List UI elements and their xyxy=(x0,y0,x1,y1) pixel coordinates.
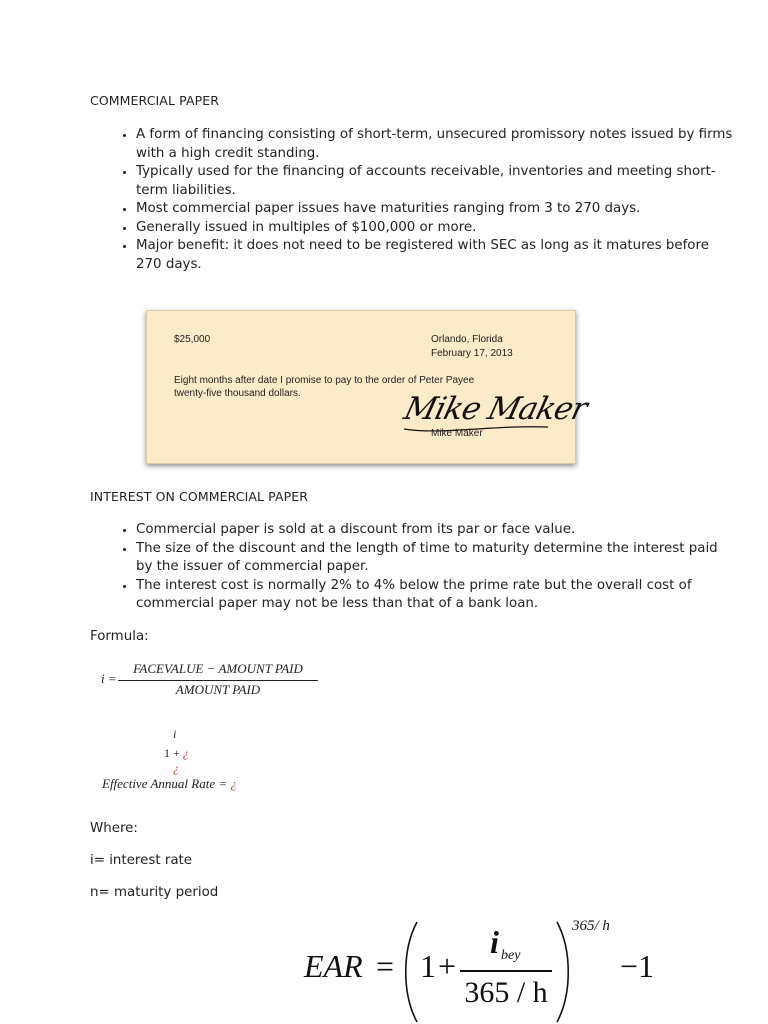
list-item: • Typically used for the financing of accounts receivable, inventories and meeting short-term liabilities. xyxy=(136,163,736,200)
list-item: • Commercial paper is sold at a discount from its par or face value. xyxy=(136,521,736,540)
list-item: • The interest cost is normally 2% to 4% below the prime rate but the overall cost of commercial paper may not be less than that of a bank loan. xyxy=(136,577,736,614)
formula2-label-text: Effective Annual Rate = xyxy=(102,776,228,791)
list-item: • Generally issued in multiples of $100,000 or more. xyxy=(136,219,736,238)
signature-image: Mike Maker xyxy=(400,391,591,427)
formula1-denominator: AMOUNT PAID xyxy=(175,682,261,697)
formula2-mid-prefix: 1 + xyxy=(164,746,180,760)
note-amount: $25,000 xyxy=(174,334,211,345)
commercial-paper-bullet-list xyxy=(90,126,736,274)
formula2-label-red: ¿ xyxy=(230,776,237,791)
note-date: February 17, 2013 xyxy=(431,348,513,359)
definition-n: n= maturity period xyxy=(90,885,219,900)
formula1-fraction-bar xyxy=(118,680,318,681)
section-heading-interest: INTEREST ON COMMERCIAL PAPER xyxy=(90,489,309,504)
note-signer-name: Mike Maker xyxy=(431,428,483,439)
formula-label: Formula: xyxy=(90,629,149,644)
note-place: Orlando, Florida xyxy=(431,334,503,345)
where-label: Where: xyxy=(90,821,138,836)
list-item: • A form of financing consisting of short-term, unsecured promissory notes issued by firms with a high credit standing. xyxy=(136,126,736,163)
ear-lhs: EAR xyxy=(304,948,363,984)
section-heading-commercial-paper: COMMERCIAL PAPER xyxy=(90,93,220,108)
ear-exponent: 365/ h xyxy=(572,918,610,934)
formula1-lhs: i = xyxy=(101,671,117,686)
ear-denominator: 365 / h xyxy=(464,976,548,1009)
left-paren-icon xyxy=(400,920,420,1024)
ear-plus: + xyxy=(438,948,457,984)
formula2-label xyxy=(102,776,237,792)
ear-minus-one: −1 xyxy=(620,948,655,984)
ear-fraction-bar xyxy=(460,970,552,972)
promissory-note xyxy=(146,310,591,464)
formula1-numerator: FACEVALUE − AMOUNT PAID xyxy=(133,661,303,676)
ear-one: 1 xyxy=(420,948,436,984)
note-body-line-2: twenty-five thousand dollars. xyxy=(174,388,301,399)
ear-numerator-sub: bey xyxy=(501,948,521,963)
formula2-low-red: ¿ xyxy=(173,761,179,775)
interest-bullet-list xyxy=(90,521,736,614)
list-item: • Major benefit: it does not need to be registered with SEC as long as it matures before 270 days. xyxy=(136,237,736,274)
right-paren-icon xyxy=(554,920,574,1024)
ear-formula xyxy=(300,918,660,1024)
list-item: • The size of the discount and the length of time to maturity determine the interest paid by the issuer of commercial paper. xyxy=(136,540,736,577)
ear-numerator-var: i xyxy=(490,924,499,960)
formula2-top: i xyxy=(173,727,177,741)
ear-equals: = xyxy=(376,948,395,984)
list-item: • Most commercial paper issues have maturities ranging from 3 to 270 days. xyxy=(136,200,736,219)
formula2-mid-red: ¿ xyxy=(182,746,189,760)
formula2-mid xyxy=(164,746,189,761)
note-body-line-1: Eight months after date I promise to pay to the order of Peter Payee xyxy=(174,375,475,386)
definition-i: i= interest rate xyxy=(90,853,193,868)
